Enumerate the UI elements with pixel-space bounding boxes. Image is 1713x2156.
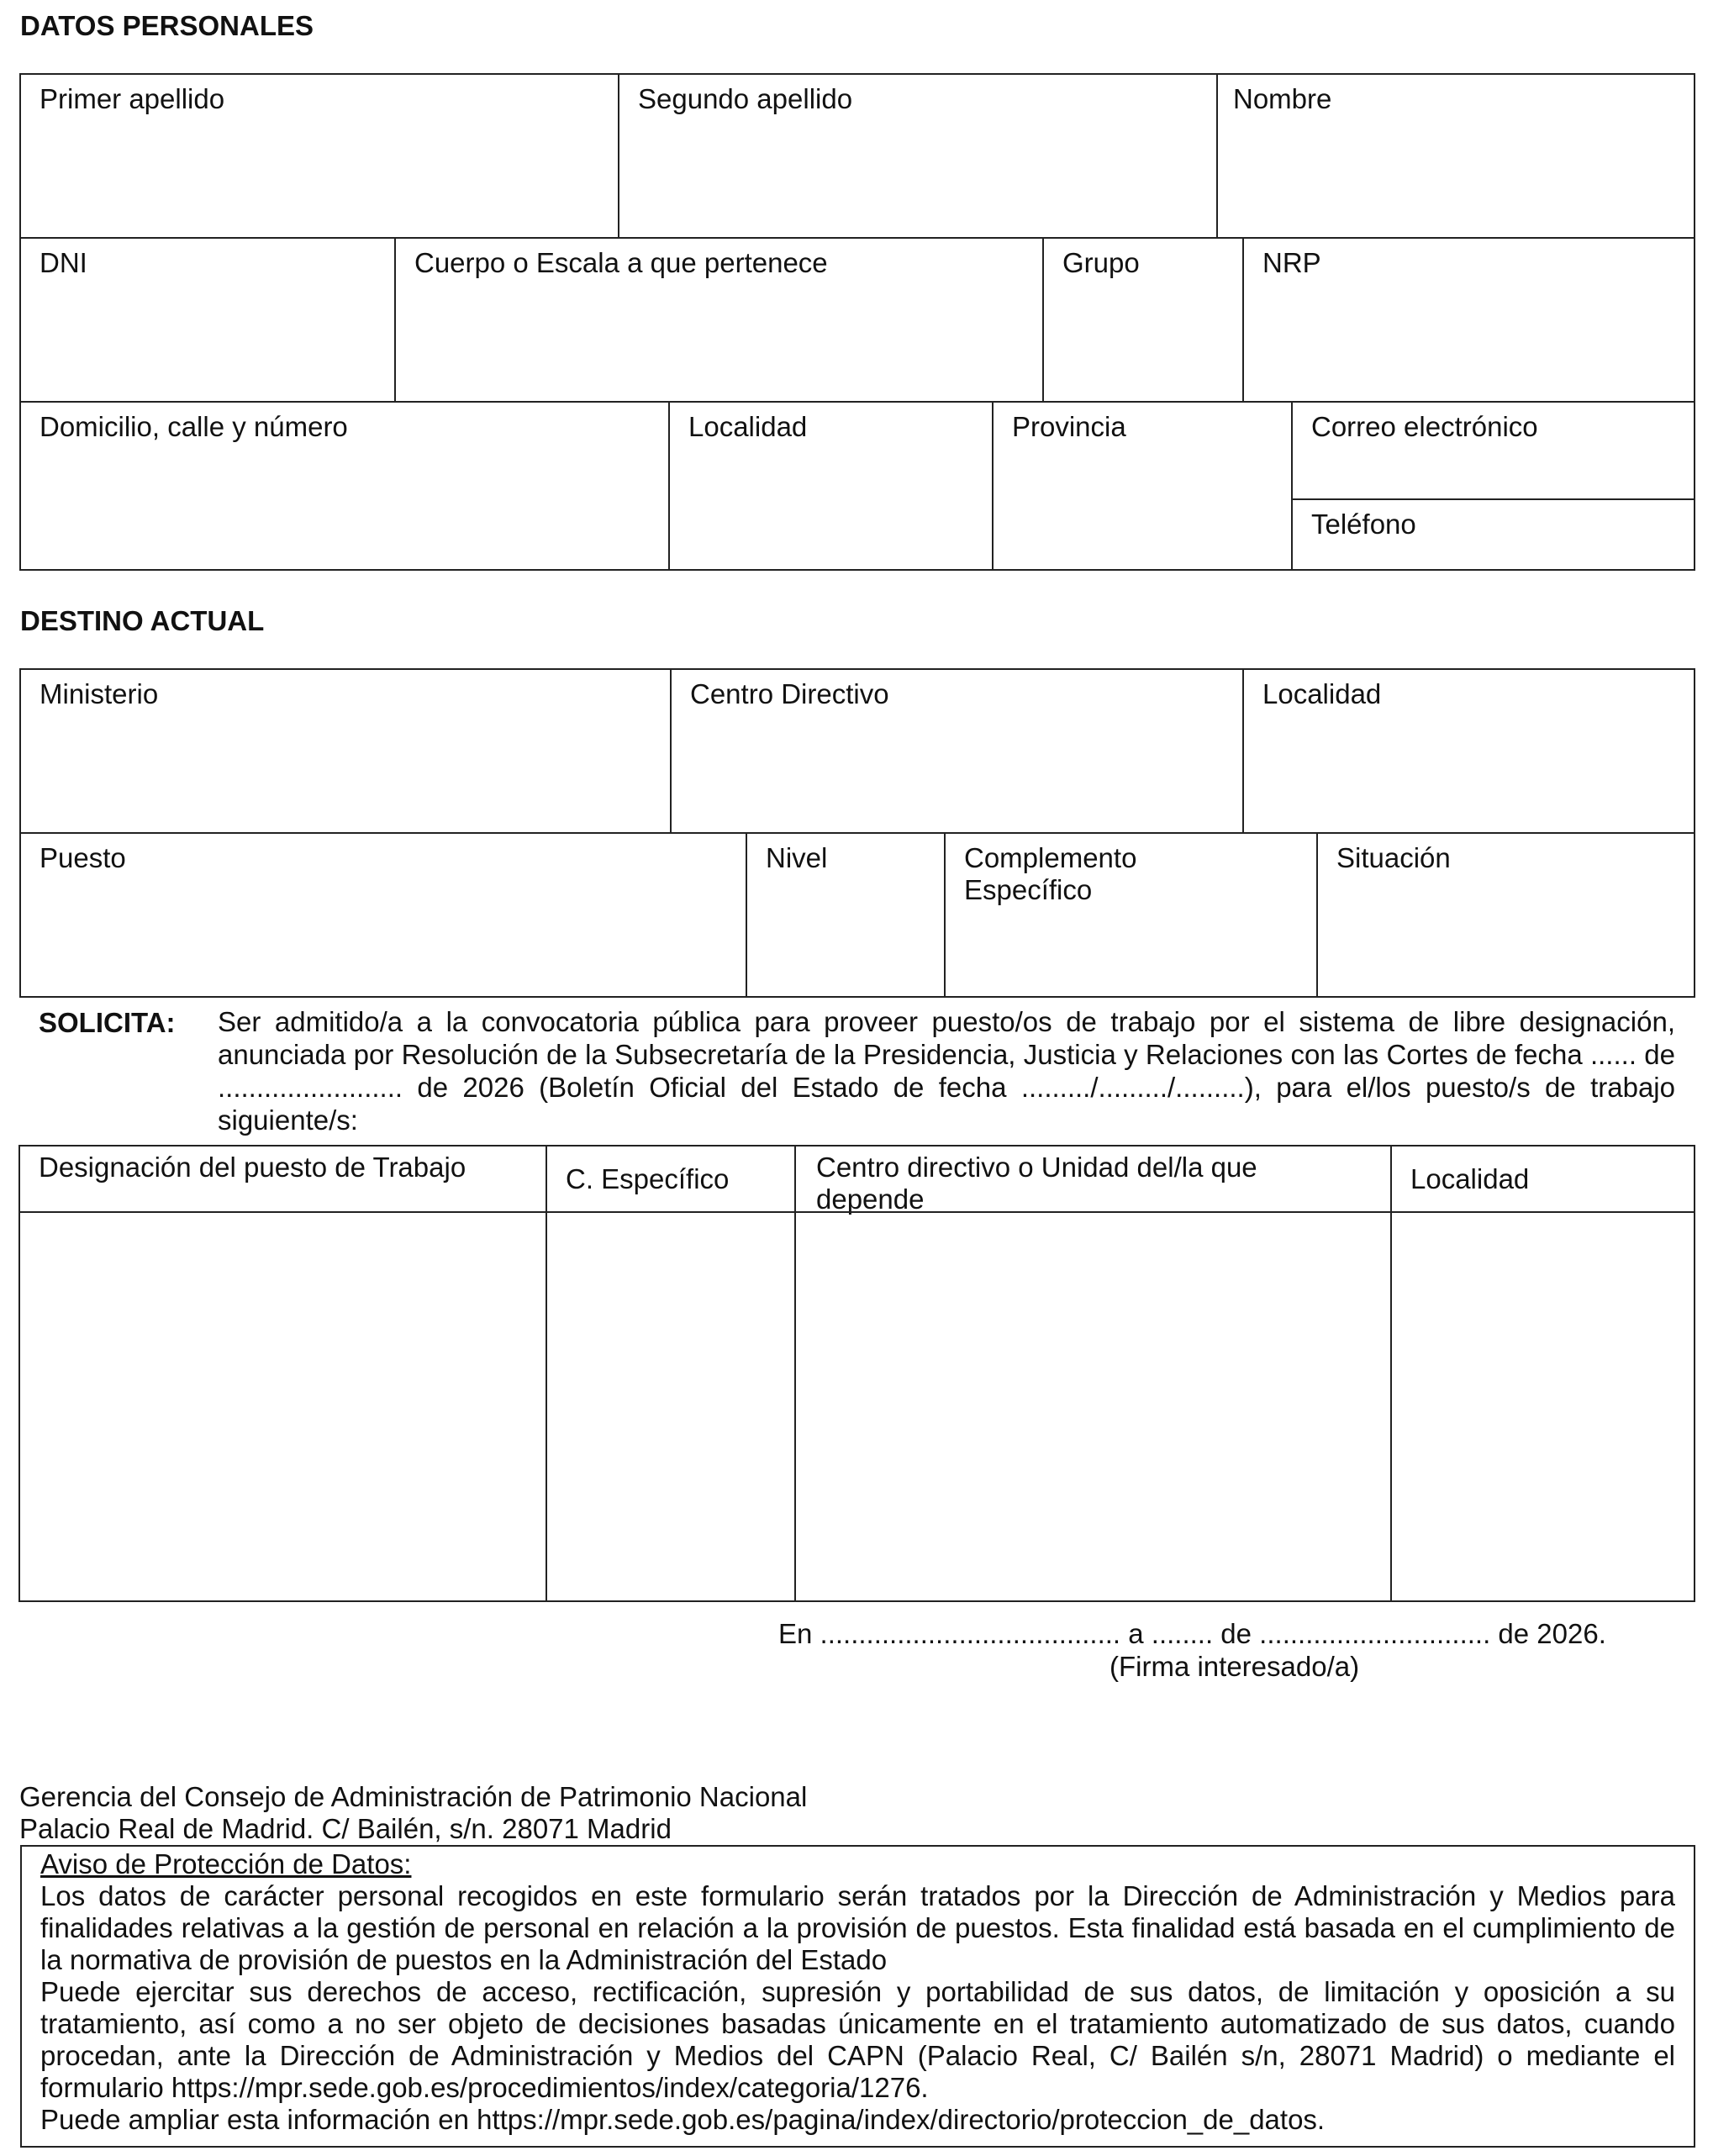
nrp-field[interactable] [1242, 237, 1695, 403]
nrp-label: NRP [1262, 247, 1321, 278]
nivel-label: Nivel [766, 842, 828, 873]
header-localidad: Localidad [1390, 1145, 1695, 1213]
designacion-puesto-cell[interactable] [18, 1211, 547, 1602]
header-centro-directivo-unidad: Centro directivo o Unidad del/la que depende [794, 1145, 1392, 1213]
dni-field[interactable] [19, 237, 396, 403]
localidad-cell[interactable] [1390, 1211, 1695, 1602]
solicita-label: SOLICITA: [39, 1007, 176, 1038]
privacy-paragraph-1: Los datos de carácter personal recogidos en este formulario serán tratados por la Dirección de Administración y Medios para finalidades relativas a la gestión de personal en relación a la provisión de puestos. Esta finalidad está basada en el cumplimiento de la normativa de provisión de puestos en la Administración del Estado [40, 1880, 1675, 1975]
domicilio-field[interactable] [19, 401, 670, 571]
gerencia-address-line1: Gerencia del Consejo de Administración de Patrimonio Nacional [19, 1781, 808, 1812]
correo-electronico-label: Correo electrónico [1311, 411, 1538, 442]
privacy-notice-box [20, 1845, 1695, 2148]
grupo-field[interactable] [1042, 237, 1244, 403]
centro-directivo-label: Centro Directivo [690, 678, 889, 709]
gerencia-address-line2: Palacio Real de Madrid. C/ Bailén, s/n. 28071 Madrid [19, 1813, 672, 1844]
primer-apellido-field[interactable] [19, 73, 619, 239]
telefono-field[interactable] [1291, 498, 1695, 571]
cuerpo-escala-label: Cuerpo o Escala a que pertenece [414, 247, 828, 278]
dni-label: DNI [40, 247, 87, 278]
nivel-field[interactable] [746, 832, 946, 998]
firma-label: (Firma interesado/a) [1109, 1651, 1360, 1682]
segundo-apellido-field[interactable] [618, 73, 1218, 239]
segundo-apellido-label: Segundo apellido [638, 83, 853, 114]
datos-personales-heading: DATOS PERSONALES [20, 10, 314, 41]
ministerio-label: Ministerio [40, 678, 159, 709]
solicita-text: Ser admitido/a a la convocatoria pública para proveer puesto/os de trabajo por el sistema de libre designación, anunciada por Resolución de la Subsecretaría de la Presidencia, Justicia y Relaciones con las Cortes de fecha ...... de ........................ de 2026 (Boletín Oficial del Estado de fecha ........./........./.........), para el/los puesto/s de trabajo siguiente/s: [218, 1006, 1675, 1136]
telefono-label: Teléfono [1311, 509, 1416, 540]
ministerio-field[interactable] [19, 668, 672, 834]
localidad-personal-field[interactable] [668, 401, 994, 571]
destino-actual-heading: DESTINO ACTUAL [20, 605, 265, 636]
complemento-especifico-field[interactable] [944, 832, 1318, 998]
provincia-field[interactable] [992, 401, 1293, 571]
firma-lugar-fecha-line[interactable]: En ....................................... a ........ de .............................. de 2026. [778, 1618, 1606, 1649]
header-c-especifico: C. Específico [546, 1145, 796, 1213]
situacion-field[interactable] [1316, 832, 1695, 998]
grupo-label: Grupo [1062, 247, 1140, 278]
puesto-label: Puesto [40, 842, 126, 873]
centro-directivo-field[interactable] [670, 668, 1244, 834]
cuerpo-escala-field[interactable] [394, 237, 1044, 403]
localidad-destino-field[interactable] [1242, 668, 1695, 834]
correo-electronico-field[interactable] [1291, 401, 1695, 500]
puesto-field[interactable] [19, 832, 747, 998]
privacy-paragraph-2: Puede ejercitar sus derechos de acceso, rectificación, supresión y portabilidad de sus datos, de limitación y oposición a su tratamiento, así como a no ser objeto de decisiones basadas únicamente en el tratamiento automatizado de sus datos, cuando procedan, ante la Dirección de Administración y Medios del CAPN (Palacio Real, C/ Bailén s/n, 28071 Madrid) o mediante el formulario https://mpr.sede.gob.es/procedimientos/index/categoria/1276. [40, 1976, 1675, 2103]
localidad-personal-label: Localidad [688, 411, 808, 442]
c-especifico-cell[interactable] [546, 1211, 796, 1602]
complemento-especifico-label: Complemento Específico [964, 842, 1137, 905]
nombre-label: Nombre [1233, 83, 1332, 114]
centro-directivo-unidad-cell[interactable] [794, 1211, 1392, 1602]
situacion-label: Situación [1336, 842, 1451, 873]
privacy-paragraph-3: Puede ampliar esta información en https://mpr.sede.gob.es/pagina/index/directorio/proteccion_de_datos. [40, 2104, 1326, 2135]
provincia-label: Provincia [1012, 411, 1126, 442]
primer-apellido-label: Primer apellido [40, 83, 225, 114]
domicilio-label: Domicilio, calle y número [40, 411, 348, 442]
localidad-destino-label: Localidad [1262, 678, 1382, 709]
header-designacion-puesto: Designación del puesto de Trabajo [18, 1145, 547, 1213]
privacy-notice-title: Aviso de Protección de Datos: [40, 1848, 412, 1879]
nombre-field[interactable] [1216, 73, 1695, 239]
